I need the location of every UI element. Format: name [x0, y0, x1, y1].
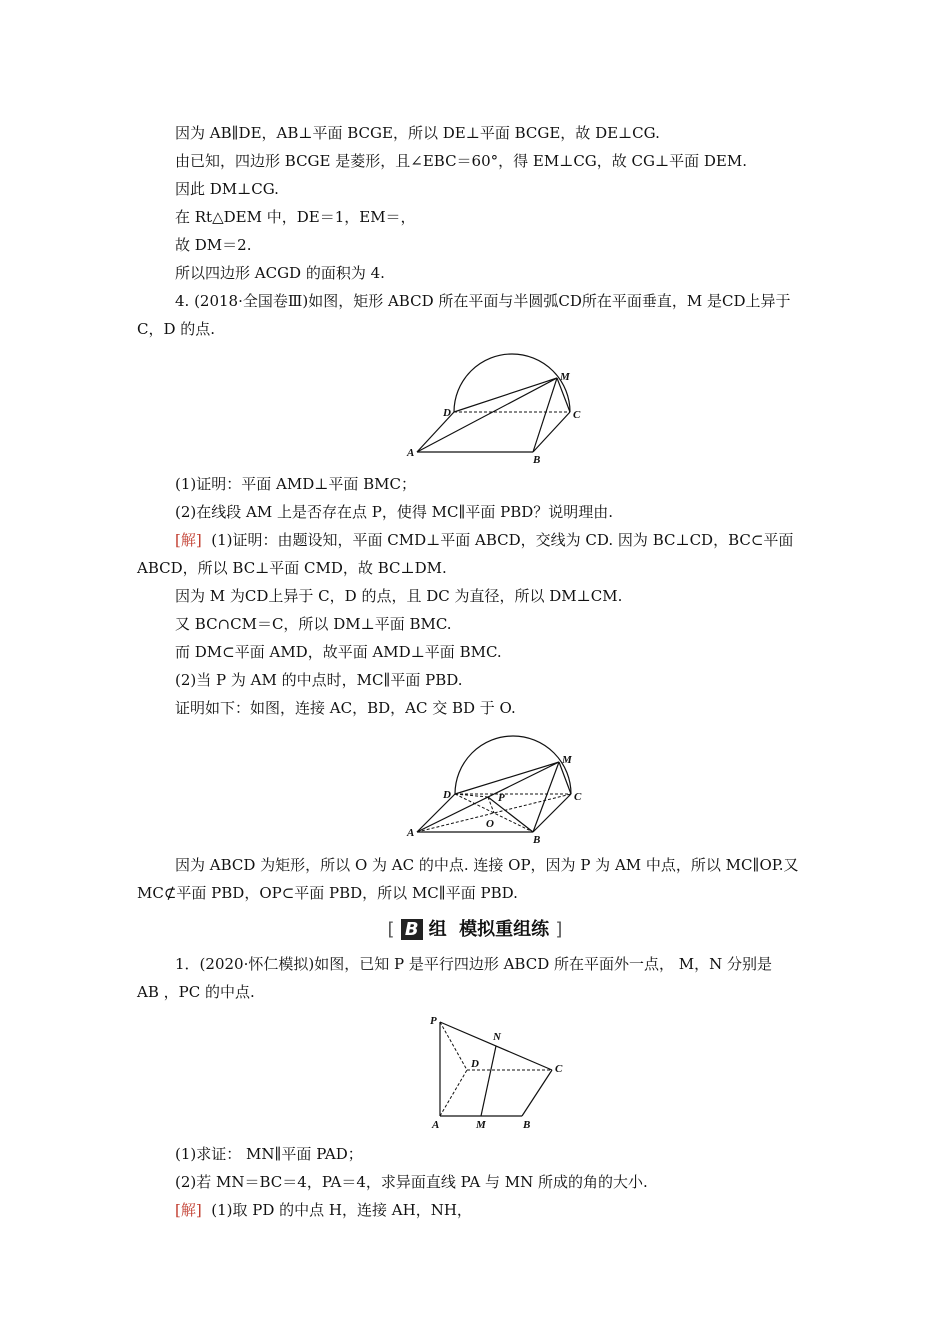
group-letter: B — [401, 919, 423, 940]
text-line: 由已知，四边形 BCGE 是菱形，且∠EBC＝60°，得 EM⊥CG，故 CG⊥平面 DEM. — [175, 152, 747, 170]
text-line: 在 Rt△DEM 中，DE＝1，EM＝， — [175, 208, 416, 226]
label-M: M — [562, 754, 572, 766]
text-line: (1)求证： MN∥平面 PAD； — [175, 1145, 363, 1163]
problem-1-text: 1．(2020·怀仁模拟)如图，已知 P 是平行四边形 ABCD 所在平面外一点， M，N 分别是 — [175, 955, 773, 973]
text-line: ABCD，所以 BC⊥平面 CMD，故 BC⊥DM. — [137, 559, 447, 577]
label-B: B — [533, 834, 541, 846]
text-line: C，D 的点. — [137, 320, 216, 338]
text-line: 因为 ABCD 为矩形，所以 O 为 AC 的中点. 连接 OP，因为 P 为 AM 中点，所以 MC∥OP.又 — [175, 856, 799, 874]
text-line: 因此 DM⊥CG. — [175, 180, 279, 198]
label-M: M — [476, 1119, 486, 1131]
text-line: AB ，PC 的中点. — [137, 983, 255, 1001]
label-A: A — [432, 1119, 440, 1131]
text-line: 故 DM＝2. — [175, 236, 252, 254]
label-B: B — [523, 1119, 531, 1131]
section-title: 模拟重组练 — [459, 919, 550, 940]
solution-line: [解] (1)取 PD 的中点 H，连接 AH，NH， — [175, 1201, 472, 1219]
figure-3 — [420, 1010, 580, 1135]
text-line: 因为 M 为CD上异于 C，D 的点，且 DC 为直径，所以 DM⊥CM. — [175, 587, 623, 605]
label-N: N — [493, 1031, 501, 1043]
label-A: A — [407, 447, 415, 459]
label-M: M — [560, 371, 570, 383]
solution-line: [解] (1)证明：由题设知，平面 CMD⊥平面 ABCD，交线为 CD. 因为 BC⊥CD，BC⊂平面 — [175, 531, 794, 549]
label-P: P — [430, 1015, 437, 1027]
section-banner: [ B 组 模拟重组练 ] — [387, 919, 563, 940]
text-line: 因为 AB∥DE，AB⊥平面 BCGE，所以 DE⊥平面 BCGE，故 DE⊥CG. — [175, 124, 660, 142]
label-C: C — [573, 409, 581, 421]
text-line: 又 BC∩CM＝C，所以 DM⊥平面 BMC. — [175, 615, 452, 633]
problem-4-text: 4. (2018·全国卷Ⅲ)如图，矩形 ABCD 所在平面与半圆弧CD所在平面垂直，M 是CD上异于 — [175, 292, 791, 310]
label-O: O — [486, 818, 494, 830]
label-B: B — [533, 454, 541, 466]
text-line: 而 DM⊂平面 AMD，故平面 AMD⊥平面 BMC. — [175, 643, 502, 661]
figure-2 — [405, 730, 590, 848]
label-A: A — [407, 827, 415, 839]
label-C: C — [574, 791, 582, 803]
figure-1 — [405, 350, 590, 468]
solution-tag: [解] — [175, 531, 202, 549]
label-P: P — [498, 792, 505, 804]
label-D: D — [443, 789, 451, 801]
text-line: 所以四边形 ACGD 的面积为 4. — [175, 264, 385, 282]
text-line: 证明如下：如图，连接 AC，BD，AC 交 BD 于 O. — [175, 699, 516, 717]
label-D: D — [471, 1058, 479, 1070]
label-C: C — [555, 1063, 563, 1075]
text-line: (2)若 MN＝BC＝4，PA＝4，求异面直线 PA 与 MN 所成的角的大小. — [175, 1173, 648, 1191]
text-line: MC⊄平面 PBD，OP⊂平面 PBD，所以 MC∥平面 PBD. — [137, 884, 518, 902]
text-line: (2)在线段 AM 上是否存在点 P，使得 MC∥平面 PBD？说明理由. — [175, 503, 614, 521]
label-D: D — [443, 407, 451, 419]
text-line: (2)当 P 为 AM 的中点时，MC∥平面 PBD. — [175, 671, 463, 689]
text-line: (1)证明：平面 AMD⊥平面 BMC； — [175, 475, 416, 493]
solution-tag: [解] — [175, 1201, 202, 1219]
